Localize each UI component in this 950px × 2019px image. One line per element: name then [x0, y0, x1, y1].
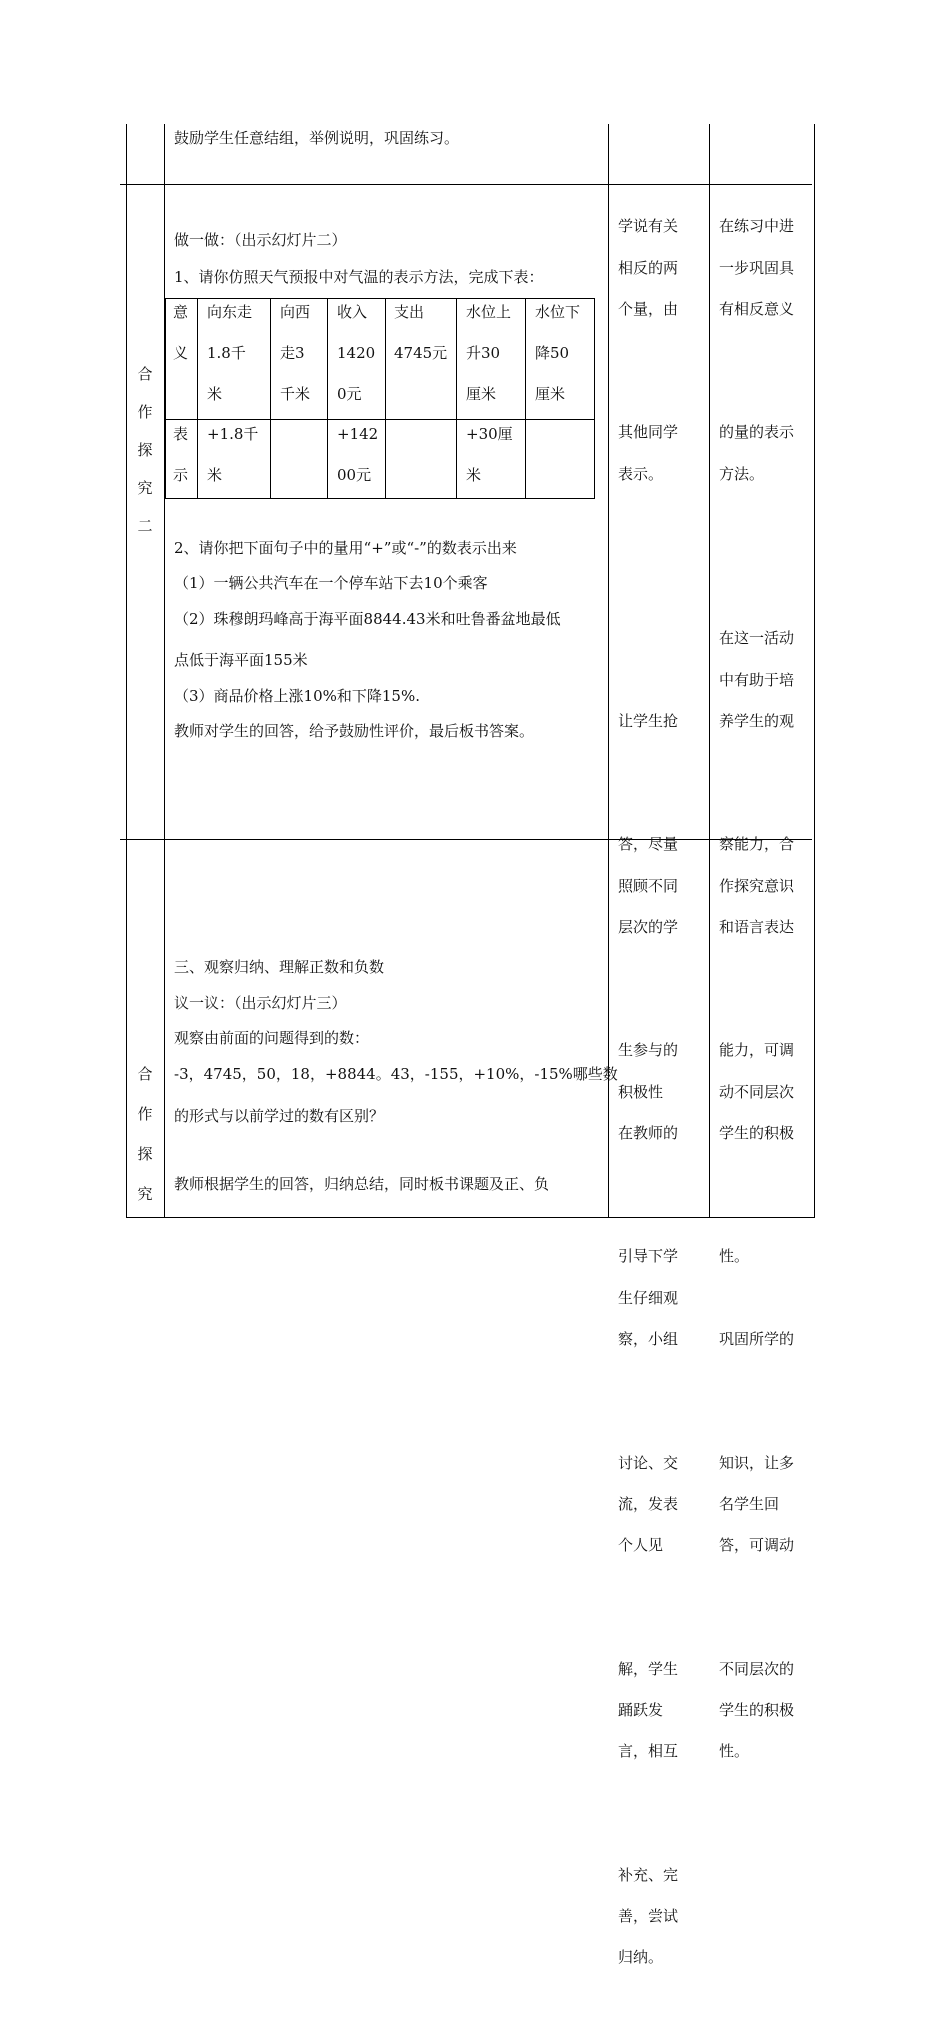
- row2-item-1: （1）一辆公共汽车在一个停车站下去10个乘客: [174, 574, 488, 592]
- table-border-right: [814, 124, 815, 1218]
- column-divider-content: [608, 124, 609, 1218]
- student-activity-column: 学说有关 相反的两 个量，由 其他同学 表示。 让学生抢 答，尽量 照顾不同 层次的学 生参与的 积极性 在教师的 引导下学 生仔细观 察，小组 讨论、交 流，发表 个人见 解，学生 踊跃发 言，相互 补充、完 善，尝试 归纳。: [618, 217, 679, 1966]
- table-row-label-meaning: 意 义: [173, 303, 189, 362]
- table-border-left: [126, 124, 127, 1218]
- table-row-label-representation: 表 示: [173, 425, 189, 484]
- row3-teacher-summary: 教师根据学生的回答，归纳总结，同时板书课题及正、负: [174, 1175, 550, 1193]
- table-cell-representation: +142 00元: [337, 425, 379, 484]
- row3-question: 的形式与以前学过的数有区别？: [174, 1107, 385, 1125]
- row2-question-1: 1、请你仿照天气预报中对气温的表示方法，完成下表：: [174, 268, 544, 286]
- row3-observe: 观察由前面的问题得到的数：: [174, 1029, 370, 1047]
- row2-item-2: （2）珠穆朗玛峰高于海平面8844.43米和吐鲁番盆地最低: [174, 610, 561, 628]
- row2-teacher-note: 教师对学生的回答，给予鼓励性评价，最后板书答案。: [174, 722, 535, 740]
- table-cell-meaning: 向东走 1.8千 米: [207, 303, 253, 403]
- row3-numbers: -3，4745，50，18，+8844。43，-155，+10%，-15%哪些数: [174, 1065, 618, 1083]
- row1-content: 鼓励学生任意结组，举例说明，巩固练习。: [174, 129, 460, 147]
- row2-question-2: 2、请你把下面句子中的量用“+”或“-”的数表示出来: [174, 539, 517, 557]
- row2-stage-label: 合 作 探 究 二: [137, 365, 153, 535]
- column-divider-student: [709, 124, 710, 1218]
- table-cell-representation: +1.8千 米: [207, 425, 259, 484]
- row3-subheading: 议一议：（出示幻灯片三）: [174, 994, 347, 1012]
- table-cell-meaning: 向西 走3 千米: [280, 303, 311, 403]
- row3-stage-label: 合 作 探 究: [137, 1065, 153, 1203]
- table-cell-meaning: 支出 4745元: [394, 303, 448, 362]
- row2-item-2-cont: 点低于海平面155米: [174, 651, 308, 669]
- table-cell-representation: +30厘 米: [466, 425, 513, 484]
- row2-item-3: （3）商品价格上涨10%和下降15%.: [174, 687, 420, 705]
- column-divider-stage: [164, 124, 165, 1218]
- row-divider-2: [120, 839, 812, 840]
- design-intent-column: 在练习中进 一步巩固具 有相反意义 的量的表示 方法。 在这一活动 中有助于培 养学生的观 察能力，合 作探究意识 和语言表达 能力，可调 动不同层次 学生的积极 性。 巩固所学的 知识，让多 名学生回 答，可调动 不同层次的 学生的积极 性。: [719, 217, 795, 1760]
- row-divider-1: [120, 184, 812, 185]
- table-border-bottom: [126, 1217, 815, 1218]
- row3-heading: 三、观察归纳、理解正数和负数: [174, 958, 385, 976]
- table-cell-meaning: 水位下 降50 厘米: [535, 303, 581, 403]
- table-cell-meaning: 收入 1420 0元: [337, 303, 376, 403]
- row2-heading: 做一做：（出示幻灯片二）: [174, 231, 347, 249]
- table-cell-meaning: 水位上 升30 厘米: [466, 303, 512, 403]
